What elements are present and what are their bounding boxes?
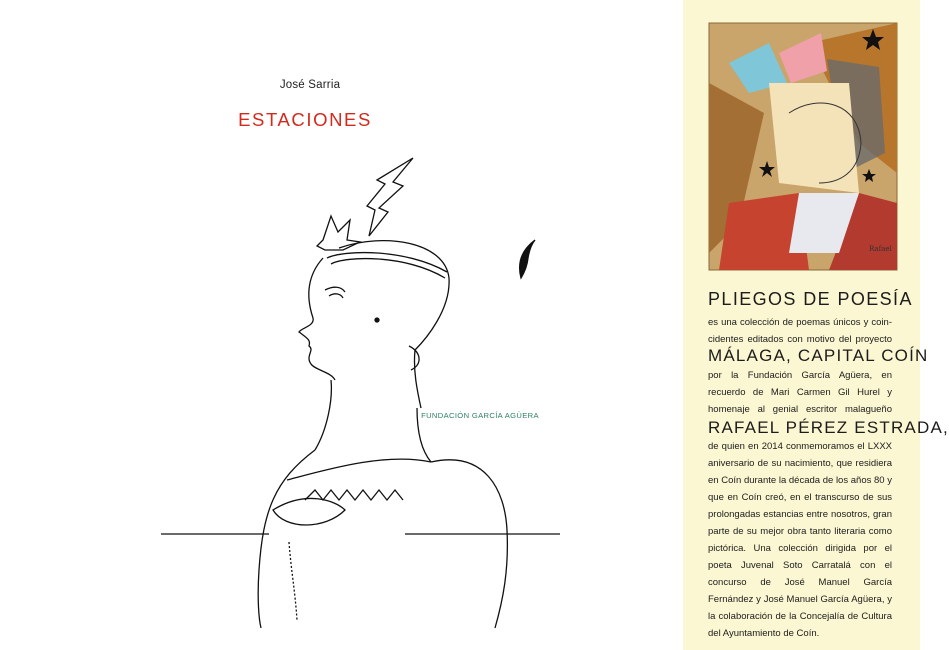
- tribute-text: por la Fundación García Agüera, en recuerdo de Mari Carmen Gil Hurel y homenaje al genial escritor malagueño: [708, 370, 892, 415]
- painting-signature: Rafael: [869, 245, 892, 253]
- foundation-label: FUNDACIÓN GARCÍA AGÜERA: [421, 411, 539, 420]
- series-heading: PLIEGOS DE POESÍA: [708, 289, 913, 309]
- line-drawing-illustration: [155, 150, 575, 630]
- intro-text: es una colección de poemas únicos y coin-cidentes editados con motivo del proyecto: [708, 317, 892, 345]
- project-heading: MÁLAGA, CAPITAL COÍN: [708, 346, 929, 365]
- description-text: de quien en 2014 conmemoramos el LXXX aniversario de su nacimiento, que residiera en Coín durante la década de los años 80 y que en Coín creó, en el transcurso de sus prolongadas estancias entre nosotros, gran parte de su mejor obra tanto literaria como pictórica. Una colección dirigida por el poeta Juvenal Soto Carratalá con el concurso de José Manuel García Fernández y José Manuel García Agüera, y la colaboración de la Concejalía de Cultura del Ayuntamiento de Coín.: [708, 441, 892, 639]
- book-title: ESTACIONES: [238, 109, 372, 130]
- author-name: José Sarria: [279, 79, 341, 91]
- writer-heading: RAFAEL PÉREZ ESTRADA,: [708, 418, 949, 437]
- cover-painting: [709, 23, 897, 270]
